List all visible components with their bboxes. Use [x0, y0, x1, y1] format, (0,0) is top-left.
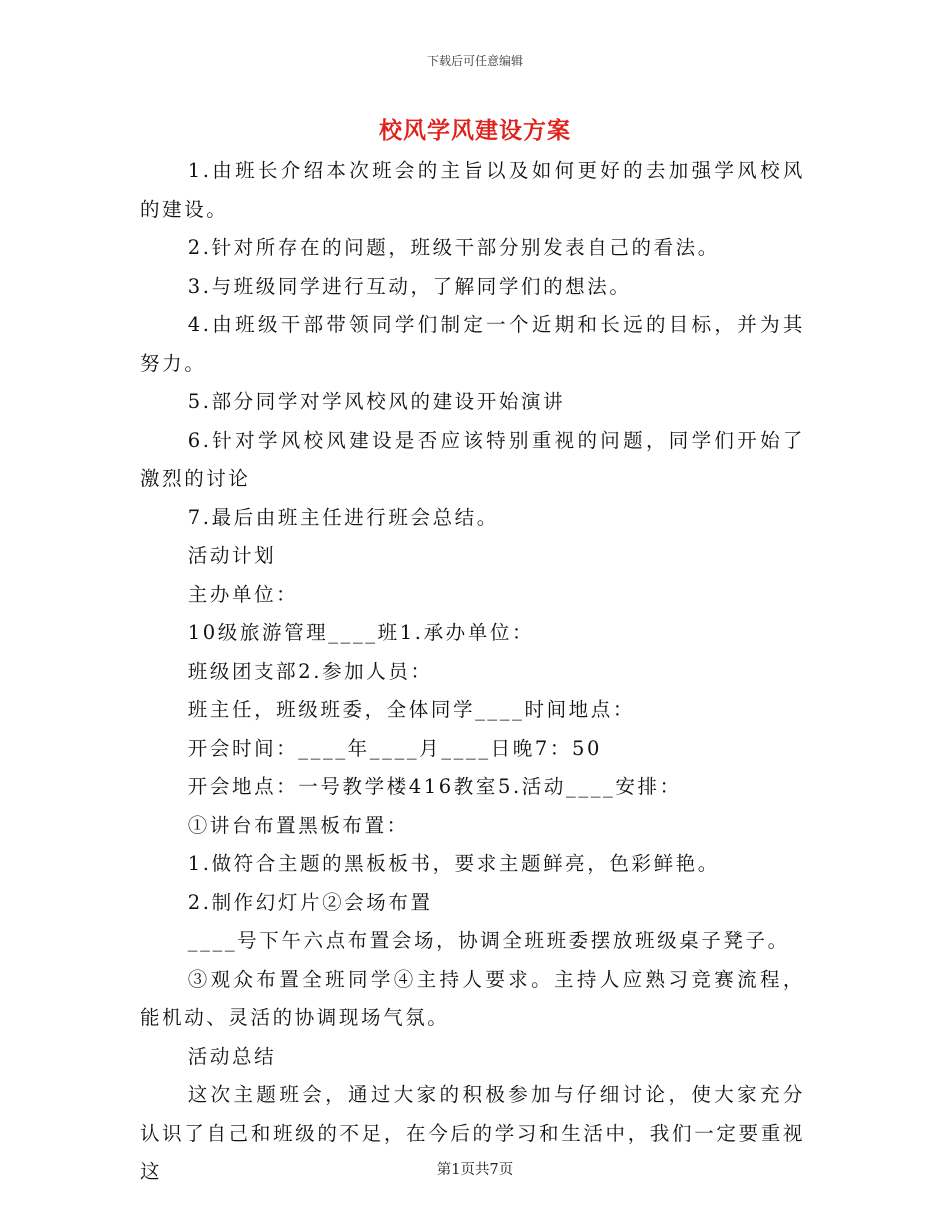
- paragraph: 7.最后由班主任进行班会总结。: [187, 505, 499, 529]
- section-heading: 活动总结: [187, 1044, 277, 1068]
- paragraph: ③观众布置全班同学④主持人要求。主持人应熟习竞赛流程，能机动、灵活的协调现场气氛。: [140, 967, 805, 1029]
- paragraph: 1.由班长介绍本次班会的主旨以及如何更好的去加强学风校风的建设。: [140, 159, 805, 221]
- page-footer: 第1页共7页: [436, 1162, 514, 1178]
- paragraph: 10级旅游管理____班1.承办单位：: [187, 621, 535, 644]
- paragraph: ①讲台布置黑板布置：: [187, 813, 409, 837]
- paragraph: 开会地点：一号教学楼416教室5.活动____安排：: [187, 775, 682, 798]
- document-title: 校风学风建设方案: [379, 117, 571, 144]
- paragraph: 主办单位：: [187, 582, 299, 606]
- paragraph: 3.与班级同学进行互动，了解同学们的想法。: [187, 274, 632, 298]
- section-heading: 活动计划: [187, 544, 277, 567]
- paragraph: 6.针对学风校风建设是否应该特别重视的问题，同学们开始了激烈的讨论: [140, 428, 805, 490]
- paragraph: 开会时间：____年____月____日晚7：50: [187, 736, 602, 760]
- paragraph: 2.制作幻灯片②会场布置: [187, 890, 433, 914]
- paragraph: 班级团支部2.参加人员：: [187, 659, 433, 683]
- page-header: 下载后可任意编辑: [426, 54, 523, 68]
- paragraph: ____号下午六点布置会场，协调全班班委摆放班级桌子凳子。: [187, 929, 790, 952]
- paragraph: 2.针对所存在的问题，班级干部分别发表自己的看法。: [187, 236, 720, 259]
- paragraph: 5.部分同学对学风校风的建设开始演讲: [187, 390, 566, 413]
- document-body: [140, 152, 805, 1192]
- paragraph: 这次主题班会，通过大家的积极参加与仔细讨论，使大家充分认识了自己和班级的不足，在今后的学习和生活中，我们一定要重视这: [140, 1083, 805, 1183]
- paragraph: 班主任，班级班委，全体同学____时间地点：: [187, 698, 635, 721]
- paragraph: 4.由班级干部带领同学们制定一个近期和长远的目标，并为其努力。: [140, 313, 805, 375]
- paragraph: 1.做符合主题的黑板板书，要求主题鲜亮，色彩鲜艳。: [187, 852, 720, 875]
